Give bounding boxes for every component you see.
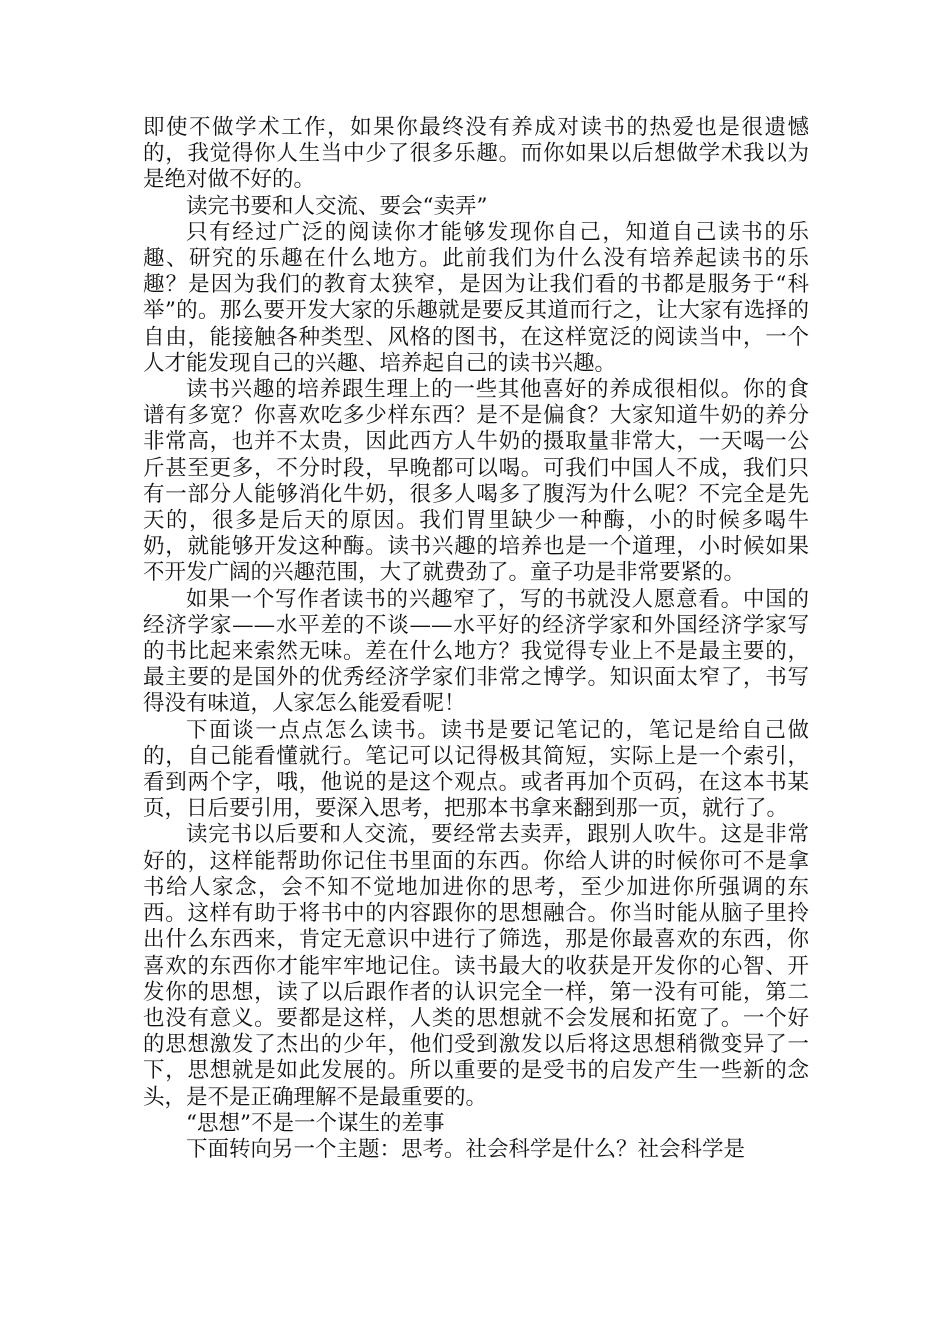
paragraph: 如果一个写作者读书的兴趣窄了，写的书就没人愿意看。中国的经济学家——水平差的不谈——水平好的经济学家和外国经济学家写的书比起来索然无味。差在什么地方？我觉得专业上不是最主要的，最主要的是国外的优秀经济学家们非常之博学。知识面太窄了，书写得没有味道，人家怎么能爱看呢！ xyxy=(143,586,809,717)
paragraph: 读书兴趣的培养跟生理上的一些其他喜好的养成很相似。你的食谱有多宽？你喜欢吃多少样东西？是不是偏食？大家知道牛奶的养分非常高，也并不太贵，因此西方人牛奶的摄取量非常大，一天喝一公斤甚至更多，不分时段，早晚都可以喝。可我们中国人不成，我们只有一部分人能够消化牛奶，很多人喝多了腹泻为什么呢？不完全是先天的，很多是后天的原因。我们胃里缺少一种酶，小的时候多喝牛奶，就能够开发这种酶。读书兴趣的培养也是一个道理，小时候如果不开发广阔的兴趣范围，大了就费劲了。童子功是非常要紧的。 xyxy=(143,377,809,586)
paragraph: 只有经过广泛的阅读你才能够发现你自己，知道自己读书的乐趣、研究的乐趣在什么地方。此前我们为什么没有培养起读书的乐趣？是因为我们的教育太狭窄，是因为让我们看的书都是服务于“科举”的。那么要开发大家的乐趣就是要反其道而行之，让大家有选择的自由，能接触各种类型、风格的图书，在这样宽泛的阅读当中，一个人才能发现自己的兴趣、培养起自己的读书兴趣。 xyxy=(143,219,809,376)
paragraph-continued: 即使不做学术工作，如果你最终没有养成对读书的热爱也是很遗憾的，我觉得你人生当中少了很多乐趣。而你如果以后想做学术我以为是绝对做不好的。 xyxy=(143,115,809,193)
document-body xyxy=(143,115,809,1163)
paragraph: 下面谈一点点怎么读书。读书是要记笔记的，笔记是给自己做的，自己能看懂就行。笔记可以记得极其简短，实际上是一个索引，看到两个字，哦，他说的是这个观点。或者再加个页码，在这本书某页，日后要引用，要深入思考，把那本书拿来翻到那一页，就行了。 xyxy=(143,717,809,822)
section-heading-exchange: 读完书要和人交流、要会“卖弄” xyxy=(186,193,488,219)
paragraph: 读完书以后要和人交流，要经常去卖弄，跟别人吹牛。这是非常好的，这样能帮助你记住书里面的东西。你给人讲的时候你可不是拿书给人家念，会不知不觉地加进你的思考，至少加进你所强调的东西。这样有助于将书中的内容跟你的思想融合。你当时能从脑子里拎出什么东西来，肯定无意识中进行了筛选，那是你最喜欢的东西，你喜欢的东西你才能牢牢地记住。读书最大的收获是开发你的心智、开发你的思想，读了以后跟作者的认识完全一样，第一没有可能，第二也没有意义。要都是这样，人类的思想就不会发展和拓宽了。一个好的思想激发了杰出的少年，他们受到激发以后将这思想稍微变异了一下，思想就是如此发展的。所以重要的是受书的启发产生一些新的念头，是不是正确理解不是最重要的。 xyxy=(143,822,809,1110)
paragraph: 下面转向另一个主题：思考。社会科学是什么？社会科学是 xyxy=(186,1136,746,1162)
section-heading-thought: “思想”不是一个谋生的差事 xyxy=(186,1110,445,1136)
